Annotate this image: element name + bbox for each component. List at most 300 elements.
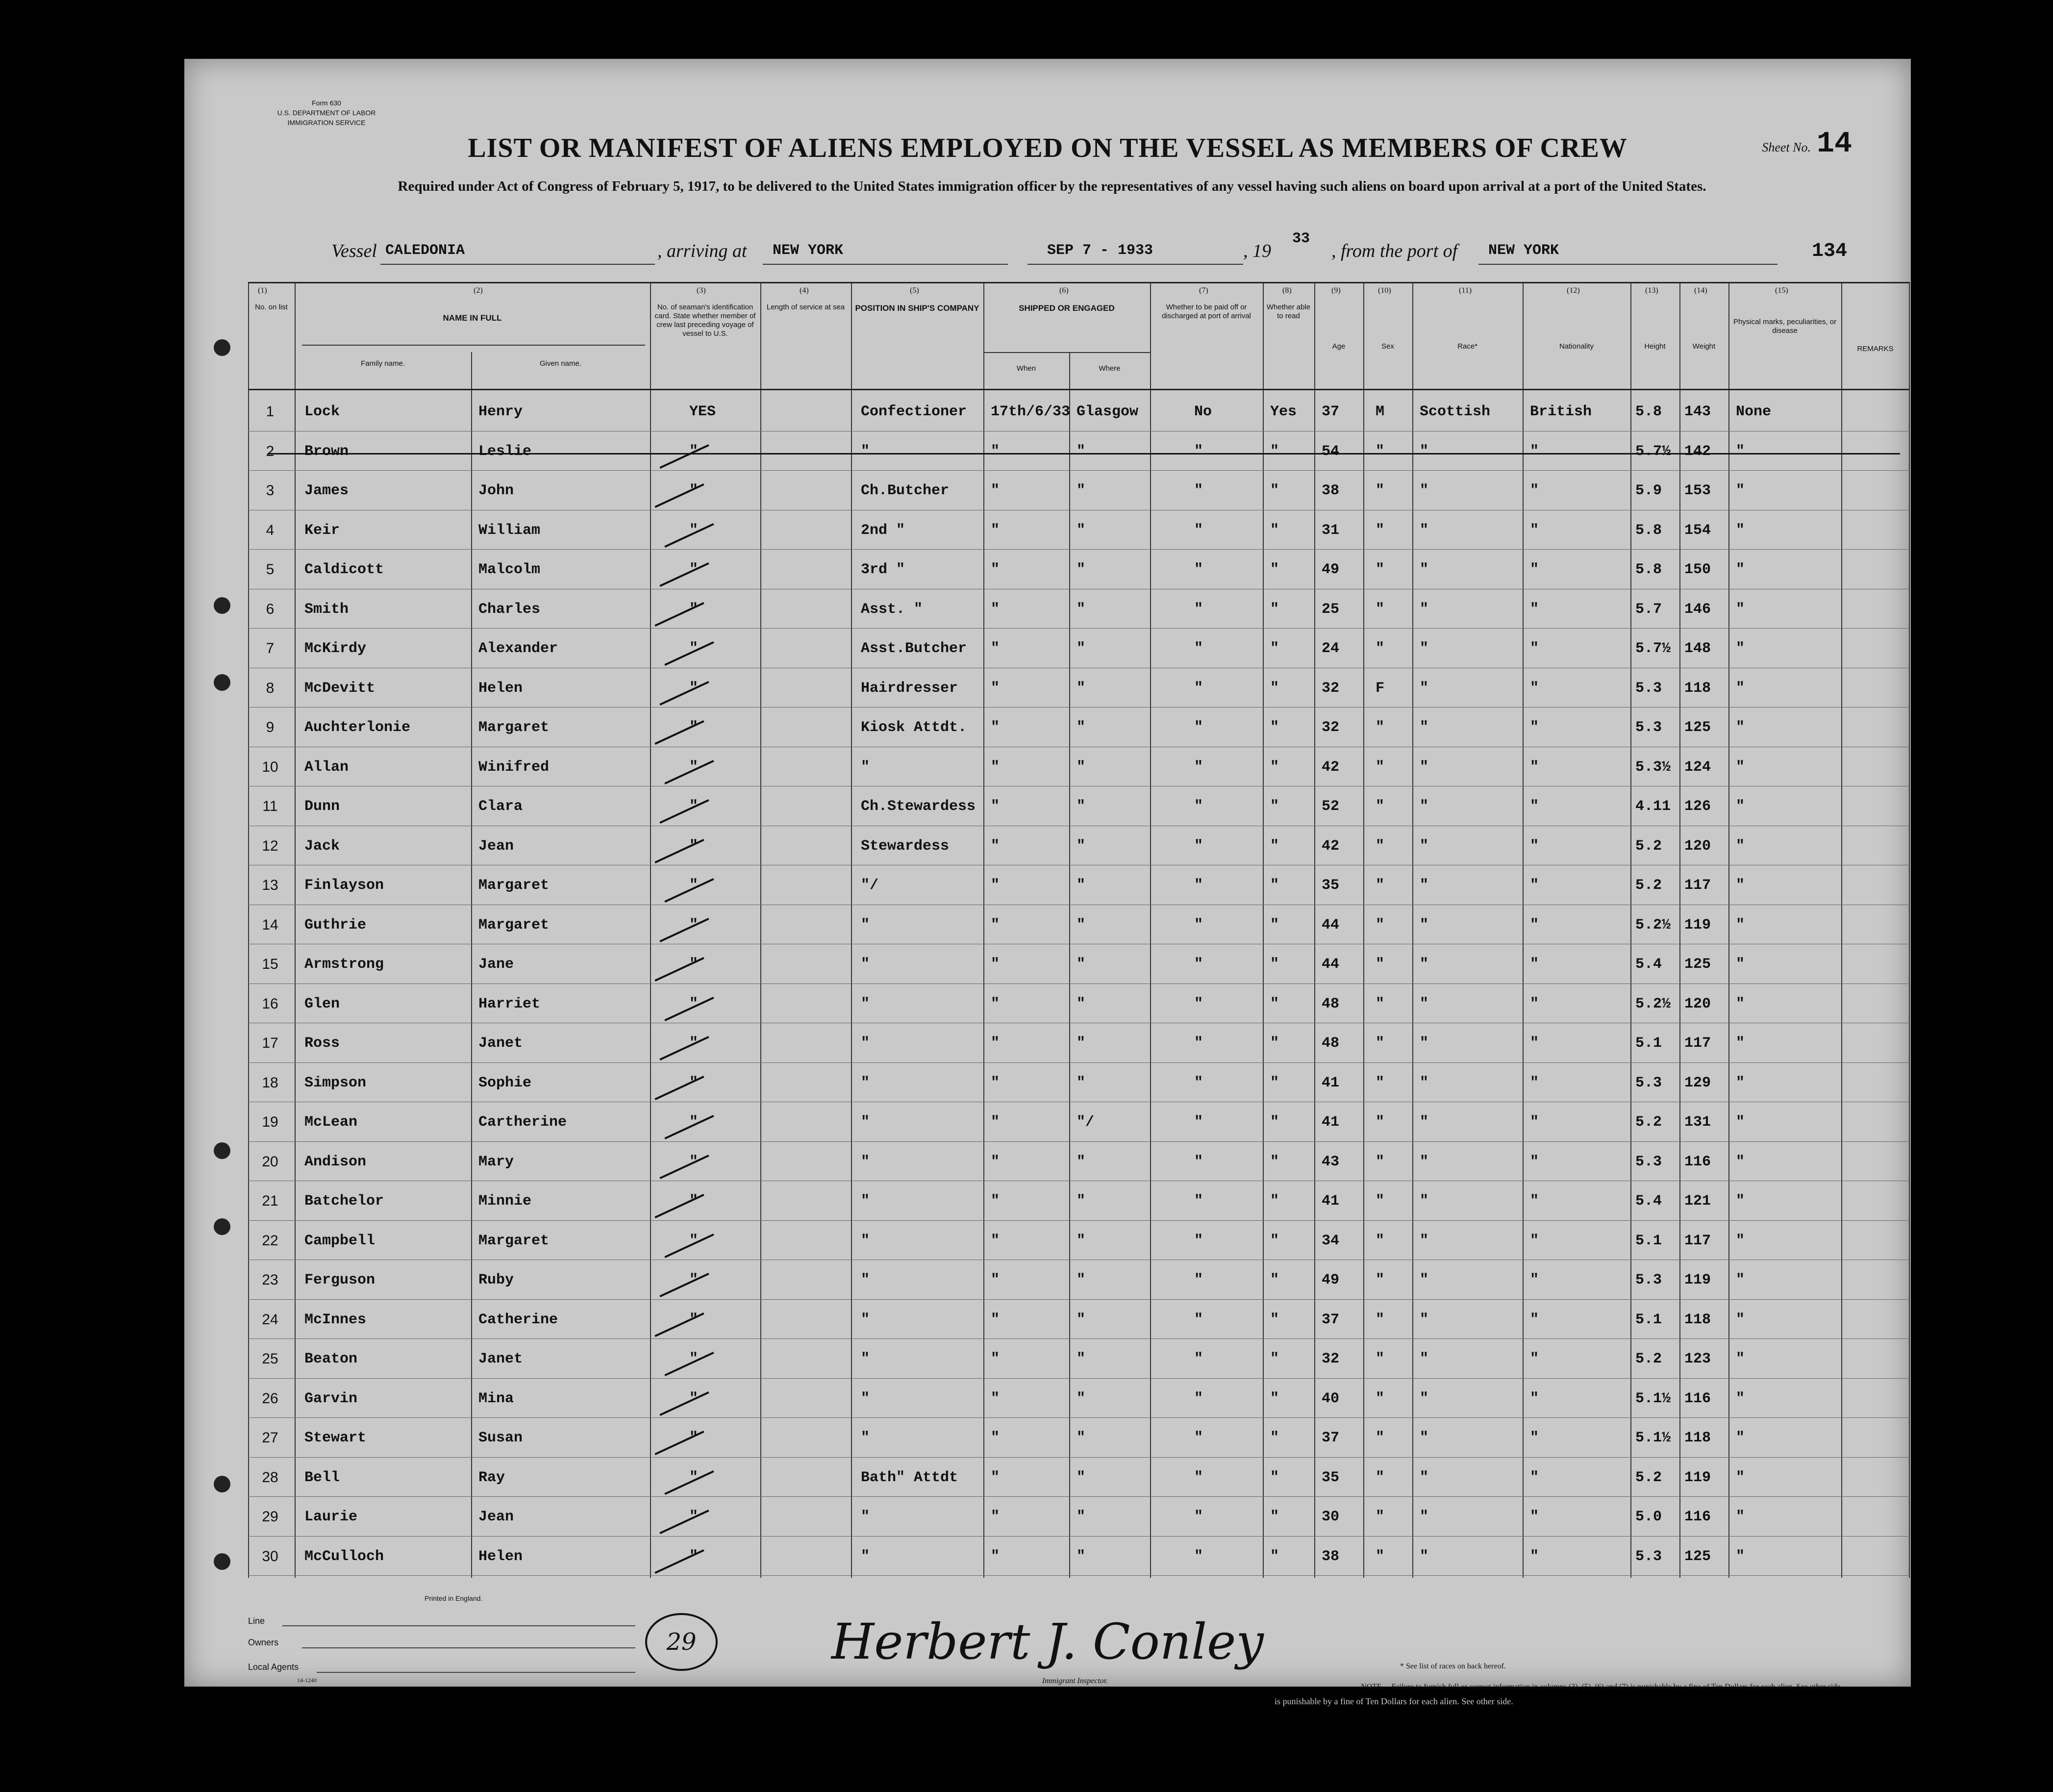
prev-voyage: " xyxy=(689,1153,699,1170)
sex: " xyxy=(1376,1351,1385,1367)
paid-off: " xyxy=(1194,798,1203,815)
weight: 116 xyxy=(1684,1390,1711,1407)
col-line xyxy=(1314,283,1315,1578)
physical-marks: " xyxy=(1736,1390,1745,1407)
age: 31 xyxy=(1322,522,1340,539)
nationality: " xyxy=(1530,1153,1539,1170)
given-name: Ruby xyxy=(478,1272,514,1288)
sex: " xyxy=(1376,1548,1385,1565)
row-number: 16 xyxy=(262,995,278,1012)
prev-voyage: " xyxy=(689,1548,699,1565)
paid-off: " xyxy=(1194,1232,1203,1249)
position: " xyxy=(861,956,870,973)
family-name: Finlayson xyxy=(304,877,384,894)
physical-marks: " xyxy=(1736,1509,1745,1525)
colnum: (4) xyxy=(800,286,809,295)
row-rule xyxy=(248,1338,1910,1339)
sex: " xyxy=(1376,719,1385,736)
able-to-read: " xyxy=(1270,1509,1279,1525)
prev-voyage: " xyxy=(689,482,699,499)
race: " xyxy=(1420,1548,1429,1565)
physical-marks: " xyxy=(1736,1548,1745,1565)
physical-marks: " xyxy=(1736,561,1745,578)
shipped-when: " xyxy=(991,1153,1000,1170)
col-line xyxy=(1728,283,1729,1578)
year-value: 33 xyxy=(1292,230,1310,247)
header-bottom-rule xyxy=(248,389,1910,390)
prev-voyage: YES xyxy=(689,404,716,420)
weight: 125 xyxy=(1684,956,1711,973)
physical-marks: " xyxy=(1736,719,1745,736)
given-name: Jane xyxy=(478,956,514,973)
check-mark xyxy=(659,917,709,942)
nationality: " xyxy=(1530,1272,1539,1288)
race: " xyxy=(1420,1509,1429,1525)
nationality: " xyxy=(1530,837,1539,855)
physical-marks: " xyxy=(1736,1311,1745,1328)
race: " xyxy=(1420,1114,1429,1131)
header-service: Length of service at sea xyxy=(766,303,845,311)
row-number: 20 xyxy=(262,1153,278,1170)
manifest-sheet xyxy=(184,59,1911,1691)
height: 5.4 xyxy=(1635,1193,1662,1210)
nationality: " xyxy=(1530,1469,1539,1486)
shipped-where: " xyxy=(1077,482,1086,499)
col-line xyxy=(1069,352,1070,1578)
physical-marks: " xyxy=(1736,680,1745,697)
weight: 120 xyxy=(1684,837,1711,855)
position: Confectioner xyxy=(861,404,967,420)
from-rule xyxy=(1478,264,1778,265)
age: 43 xyxy=(1322,1153,1340,1170)
sex: " xyxy=(1376,837,1385,855)
age: 38 xyxy=(1322,482,1340,499)
prev-voyage: " xyxy=(689,1390,699,1407)
able-to-read: " xyxy=(1270,916,1279,934)
row-number: 15 xyxy=(262,956,278,972)
shipped-when: " xyxy=(991,680,1000,697)
weight: 142 xyxy=(1684,443,1711,460)
arriving-port: NEW YORK xyxy=(773,242,844,259)
paid-off: " xyxy=(1194,1035,1203,1052)
sex: " xyxy=(1376,798,1385,815)
row-number: 11 xyxy=(262,798,278,814)
height: 5.3 xyxy=(1635,1153,1662,1170)
able-to-read: " xyxy=(1270,640,1279,657)
physical-marks: " xyxy=(1736,1153,1745,1170)
physical-marks: " xyxy=(1736,916,1745,934)
physical-marks: " xyxy=(1736,1351,1745,1367)
prev-voyage: " xyxy=(689,916,699,934)
prev-voyage: " xyxy=(689,1232,699,1249)
weight: 131 xyxy=(1684,1114,1711,1131)
height: 5.3 xyxy=(1635,1548,1662,1565)
family-name: Armstrong xyxy=(304,956,384,973)
height: 5.7½ xyxy=(1635,640,1671,657)
height: 5.1 xyxy=(1635,1232,1662,1249)
shipped-when: " xyxy=(991,1074,1000,1091)
shipped-where: " xyxy=(1077,1390,1086,1407)
family-name: Batchelor xyxy=(304,1193,384,1210)
owners-label: Owners xyxy=(248,1638,279,1647)
service-name: IMMIGRATION SERVICE xyxy=(287,119,366,126)
given-name: Helen xyxy=(478,680,523,697)
family-name: James xyxy=(304,482,349,499)
weight: 153 xyxy=(1684,482,1711,499)
given-name: Margaret xyxy=(478,916,550,934)
age: 49 xyxy=(1322,561,1340,578)
race: " xyxy=(1420,719,1429,736)
position: " xyxy=(861,916,870,934)
given-name: John xyxy=(478,482,514,499)
given-name: William xyxy=(478,522,541,539)
paid-off: " xyxy=(1194,758,1203,776)
row-rule xyxy=(248,1062,1910,1063)
position: Bath" Attdt xyxy=(861,1469,958,1486)
position: " xyxy=(861,1509,870,1525)
position: " xyxy=(861,1430,870,1446)
height: 5.2 xyxy=(1635,837,1662,855)
header-height: Height xyxy=(1644,342,1666,351)
shipped-where: " xyxy=(1077,1074,1086,1091)
age: 41 xyxy=(1322,1193,1340,1210)
check-mark xyxy=(659,1036,709,1060)
position: " xyxy=(861,1074,870,1091)
header-remarks: REMARKS xyxy=(1857,345,1894,353)
sex: " xyxy=(1376,1430,1385,1446)
shipped-when: 17th/6/33 xyxy=(991,404,1071,420)
form-number: Form 630 xyxy=(312,99,341,107)
nationality: " xyxy=(1530,561,1539,578)
prev-voyage: " xyxy=(689,640,699,657)
sex: " xyxy=(1376,1193,1385,1210)
shipped-when: " xyxy=(991,482,1000,499)
colnum: (6) xyxy=(1059,286,1069,295)
row-rule xyxy=(248,1575,1910,1576)
row-rule xyxy=(248,1457,1910,1458)
able-to-read: " xyxy=(1270,561,1279,578)
col-line xyxy=(1841,283,1842,1578)
shipped-when: " xyxy=(991,1114,1000,1131)
position: " xyxy=(861,1193,870,1210)
family-name: Ferguson xyxy=(304,1272,376,1288)
nationality: " xyxy=(1530,1548,1539,1565)
physical-marks: " xyxy=(1736,1193,1745,1210)
shipped-when: " xyxy=(991,1390,1000,1407)
physical-marks: " xyxy=(1736,956,1745,973)
header-marks: Physical marks, peculiarities, or disease xyxy=(1733,318,1837,335)
weight: 119 xyxy=(1684,916,1711,934)
height: 5.1½ xyxy=(1635,1430,1671,1446)
nationality: " xyxy=(1530,956,1539,973)
colnum: (2) xyxy=(474,286,483,295)
height: 5.3 xyxy=(1635,680,1662,697)
able-to-read: " xyxy=(1270,1035,1279,1052)
position: Kiosk Attdt. xyxy=(861,719,967,736)
given-name: Margaret xyxy=(478,1232,550,1249)
paid-off: " xyxy=(1194,522,1203,539)
shipped-when: " xyxy=(991,640,1000,657)
sex: " xyxy=(1376,1035,1385,1052)
col-line xyxy=(1263,283,1264,1578)
nationality: " xyxy=(1530,1351,1539,1367)
race: " xyxy=(1420,956,1429,973)
row-number: 13 xyxy=(262,877,278,893)
row-number: 3 xyxy=(266,482,275,499)
header-family: Family name. xyxy=(360,359,405,368)
given-name: Mina xyxy=(478,1390,514,1407)
weight: 120 xyxy=(1684,995,1711,1012)
physical-marks: " xyxy=(1736,758,1745,776)
able-to-read: " xyxy=(1270,877,1279,894)
nationality: " xyxy=(1530,522,1539,539)
from-port: NEW YORK xyxy=(1488,242,1559,259)
paid-off: " xyxy=(1194,1430,1203,1446)
strike-through-line xyxy=(268,453,1900,454)
paid-off: " xyxy=(1194,1469,1203,1486)
family-name: Andison xyxy=(304,1153,367,1170)
row-number: 27 xyxy=(262,1430,278,1446)
family-name: Guthrie xyxy=(304,916,367,934)
prev-voyage: " xyxy=(689,680,699,697)
prev-voyage: " xyxy=(689,1509,699,1525)
sex: " xyxy=(1376,1272,1385,1288)
prev-voyage: " xyxy=(689,837,699,855)
header-when: When xyxy=(1016,364,1036,373)
able-to-read: " xyxy=(1270,1153,1279,1170)
able-to-read: " xyxy=(1270,956,1279,973)
weight: 116 xyxy=(1684,1509,1711,1525)
page-title: LIST OR MANIFEST OF ALIENS EMPLOYED ON THE VESSEL AS MEMBERS OF CREW xyxy=(468,133,1627,163)
position: "/ xyxy=(861,877,879,894)
weight: 146 xyxy=(1684,601,1711,618)
prev-voyage: " xyxy=(689,1311,699,1328)
row-number: 22 xyxy=(262,1232,278,1249)
col-line xyxy=(1909,283,1910,1578)
colnum: (8) xyxy=(1282,286,1292,295)
punch-hole xyxy=(214,674,230,691)
age: 48 xyxy=(1322,995,1340,1012)
row-number: 7 xyxy=(266,640,275,656)
given-name: Ray xyxy=(478,1469,505,1486)
able-to-read: " xyxy=(1270,758,1279,776)
age: 49 xyxy=(1322,1272,1340,1288)
position: 3rd " xyxy=(861,561,905,578)
shipped-when: " xyxy=(991,1351,1000,1367)
row-number: 9 xyxy=(266,719,275,735)
position: " xyxy=(861,443,870,460)
weight: 117 xyxy=(1684,1035,1711,1052)
sex: " xyxy=(1376,995,1385,1012)
check-mark xyxy=(659,1391,709,1415)
able-to-read: " xyxy=(1270,1074,1279,1091)
given-name: Leslie xyxy=(478,443,532,460)
punch-hole xyxy=(214,1218,230,1235)
crew-table xyxy=(248,282,1910,1578)
header-race: Race* xyxy=(1457,342,1477,351)
able-to-read: " xyxy=(1270,1272,1279,1288)
row-rule xyxy=(248,1141,1910,1142)
physical-marks: " xyxy=(1736,640,1745,657)
prev-voyage: " xyxy=(689,443,699,460)
sheet-value: 14 xyxy=(1816,127,1852,161)
paid-off: " xyxy=(1194,601,1203,618)
row-number: 26 xyxy=(262,1390,278,1407)
sex: " xyxy=(1376,561,1385,578)
height: 5.3½ xyxy=(1635,758,1671,776)
sex: " xyxy=(1376,1153,1385,1170)
colnum: (11) xyxy=(1459,286,1472,295)
shipped-where: " xyxy=(1077,719,1086,736)
department-name: U.S. DEPARTMENT OF LABOR xyxy=(277,109,376,117)
header-no: No. on list xyxy=(255,303,288,311)
colnum: (5) xyxy=(910,286,919,295)
given-name: Alexander xyxy=(478,640,558,657)
able-to-read: " xyxy=(1270,601,1279,618)
age: 44 xyxy=(1322,956,1340,973)
shipped-when: " xyxy=(991,758,1000,776)
age: 24 xyxy=(1322,640,1340,657)
family-name: Beaton xyxy=(304,1351,358,1367)
weight: 123 xyxy=(1684,1351,1711,1367)
vessel-label: Vessel xyxy=(331,241,377,261)
position: " xyxy=(861,1311,870,1328)
nationality: " xyxy=(1530,1232,1539,1249)
header-given: Given name. xyxy=(539,359,582,368)
row-number: 23 xyxy=(262,1272,278,1288)
race: " xyxy=(1420,443,1429,460)
paid-off: " xyxy=(1194,443,1203,460)
paid-off: " xyxy=(1194,1272,1203,1288)
race: " xyxy=(1420,1311,1429,1328)
shipped-where: " xyxy=(1077,443,1086,460)
age: 40 xyxy=(1322,1390,1340,1407)
race: Scottish xyxy=(1420,404,1491,420)
physical-marks: " xyxy=(1736,1074,1745,1091)
nationality: " xyxy=(1530,1509,1539,1525)
nationality: " xyxy=(1530,877,1539,894)
row-number: 1 xyxy=(266,404,275,420)
height: 5.7½ xyxy=(1635,443,1671,460)
height: 5.8 xyxy=(1635,561,1662,578)
physical-marks: " xyxy=(1736,837,1745,855)
shipped-where: " xyxy=(1077,837,1086,855)
weight: 119 xyxy=(1684,1469,1711,1486)
weight: 116 xyxy=(1684,1153,1711,1170)
family-name: McDevitt xyxy=(304,680,376,697)
sex: " xyxy=(1376,640,1385,657)
given-name: Margaret xyxy=(478,719,550,736)
vessel-line xyxy=(331,230,1876,270)
header-shipped: SHIPPED OR ENGAGED xyxy=(1019,303,1115,313)
paid-off: " xyxy=(1194,1153,1203,1170)
prev-voyage: " xyxy=(689,719,699,736)
able-to-read: " xyxy=(1270,482,1279,499)
height: 5.2 xyxy=(1635,1351,1662,1367)
able-to-read: " xyxy=(1270,1430,1279,1446)
height: 5.3 xyxy=(1635,719,1662,736)
shipped-where: " xyxy=(1077,758,1086,776)
shipped-when: " xyxy=(991,798,1000,815)
weight: 118 xyxy=(1684,1430,1711,1446)
family-name: Bell xyxy=(304,1469,340,1486)
shipped-where: " xyxy=(1077,1153,1086,1170)
age: 37 xyxy=(1322,404,1340,420)
given-name: Minnie xyxy=(478,1193,532,1210)
family-name: McKirdy xyxy=(304,640,367,657)
able-to-read: " xyxy=(1270,995,1279,1012)
shipped-when: " xyxy=(991,1509,1000,1525)
nationality: " xyxy=(1530,916,1539,934)
weight: 143 xyxy=(1684,404,1711,420)
from-label: , from the port of xyxy=(1331,241,1458,261)
row-number: 10 xyxy=(262,758,278,775)
shipped-where: " xyxy=(1077,1469,1086,1486)
nationality: " xyxy=(1530,1430,1539,1446)
height: 5.8 xyxy=(1635,404,1662,420)
position: " xyxy=(861,1035,870,1052)
shipped-where: " xyxy=(1077,640,1086,657)
name-rule xyxy=(302,345,645,346)
height: 5.2 xyxy=(1635,1114,1662,1131)
given-name: Cartherine xyxy=(478,1114,567,1131)
row-number: 17 xyxy=(262,1035,278,1051)
height: 5.1 xyxy=(1635,1311,1662,1328)
position: " xyxy=(861,1351,870,1367)
able-to-read: " xyxy=(1270,719,1279,736)
weight: 121 xyxy=(1684,1193,1711,1210)
shipped-when: " xyxy=(991,1311,1000,1328)
colnum: (1) xyxy=(258,286,267,295)
family-name: Caldicott xyxy=(304,561,384,578)
position: " xyxy=(861,1114,870,1131)
given-name: Clara xyxy=(478,798,523,815)
shipped-where: " xyxy=(1077,1509,1086,1525)
prev-voyage: " xyxy=(689,1351,699,1367)
race: " xyxy=(1420,1074,1429,1091)
col-line xyxy=(760,283,761,1578)
race: " xyxy=(1420,640,1429,657)
position: " xyxy=(861,1390,870,1407)
sex: " xyxy=(1376,1509,1385,1525)
prev-voyage: " xyxy=(689,1035,699,1052)
prev-voyage: " xyxy=(689,995,699,1012)
family-name: Smith xyxy=(304,601,349,618)
position: " xyxy=(861,1153,870,1170)
physical-marks: " xyxy=(1736,1035,1745,1052)
age: 35 xyxy=(1322,1469,1340,1486)
row-number: 8 xyxy=(266,680,275,696)
year-label: , 19 xyxy=(1243,241,1271,261)
shipped-when: " xyxy=(991,1469,1000,1486)
race: " xyxy=(1420,877,1429,894)
nationality: " xyxy=(1530,482,1539,499)
height: 5.2 xyxy=(1635,1469,1662,1486)
prev-voyage: " xyxy=(689,1272,699,1288)
check-mark xyxy=(659,1154,709,1179)
physical-marks: " xyxy=(1736,1114,1745,1131)
paid-off: " xyxy=(1194,1074,1203,1091)
race: " xyxy=(1420,837,1429,855)
family-name: Dunn xyxy=(304,798,340,815)
header-id-card: No. of seaman's identification card. State whether member of crew last preceding voyage of vessel to U.S. xyxy=(654,303,756,338)
col-line xyxy=(1630,283,1631,1578)
family-name: Glen xyxy=(304,995,340,1012)
header-name: NAME IN FULL xyxy=(443,313,502,323)
row-rule xyxy=(248,1220,1910,1221)
race: " xyxy=(1420,1035,1429,1052)
row-number: 6 xyxy=(266,601,275,617)
